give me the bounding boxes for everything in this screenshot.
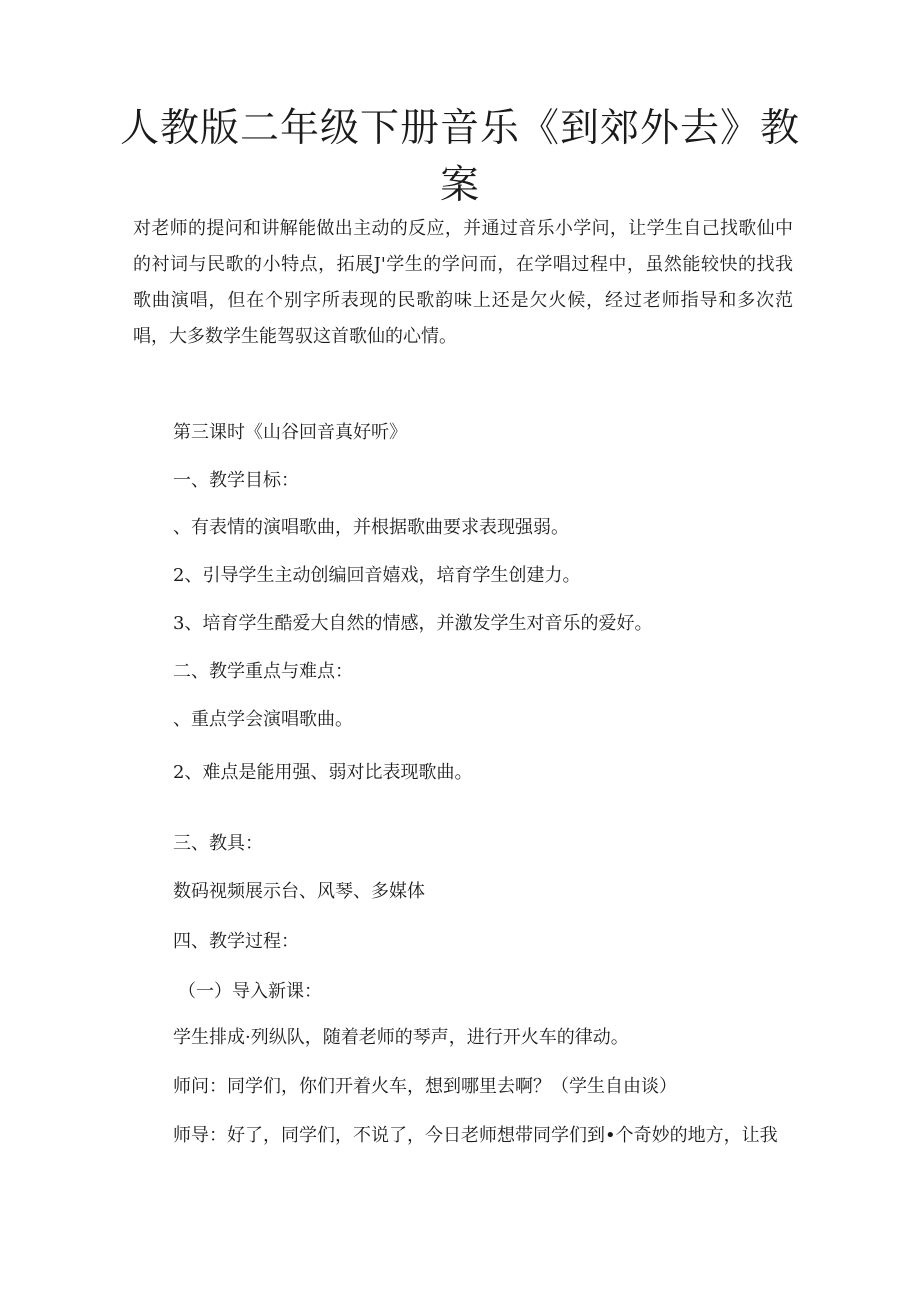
- objectives-heading: 一、教学目标：: [173, 470, 299, 491]
- tools-list: 数码视频展示台、风琴、多媒体: [173, 881, 425, 902]
- tools-heading: 三、教具：: [173, 833, 263, 854]
- process-text-2: 师问：同学们，你们开着火车，想到哪里去啊？（学生自由谈）: [173, 1076, 677, 1097]
- process-text-1: 学生排成·列纵队，随着老师的琴声，进行开火车的律动。: [173, 1027, 629, 1048]
- document-title: 人教版二年级下册音乐《到郊外去》教案: [120, 106, 801, 208]
- process-heading: 四、教学过程：: [173, 931, 299, 952]
- lesson-title: 第三课时《山谷回音真好听》: [173, 422, 407, 443]
- keypoint-item-1: 、重点学会演唱歌曲。: [173, 709, 353, 730]
- process-step-1: （一）导入新课：: [178, 981, 322, 1002]
- process-text-3: 师导：好了，同学们，不说了，今日老师想带同学们到•个奇妙的地方，让我: [173, 1125, 778, 1146]
- keypoints-heading: 二、教学重点与难点：: [173, 661, 353, 682]
- intro-paragraph: 对老师的提问和讲解能做出主动的反应，并通过音乐小学问，让学生自己找歌仙中的衬词与民歌的小特点，拓展J'学生的学问而，在学唱过程中，虽然能较快的找我歌曲演唱，但在个别字所表现的民歌韵味上还是欠火候，经过老师指导和多次范唱，大多数学生能驾驭这首歌仙的心情。: [133, 218, 793, 347]
- keypoint-item-2: 2、难点是能用强、弱对比表现歌曲。: [173, 762, 473, 783]
- objective-item-3: 3、培育学生酷爱大自然的情感，并激发学生对音乐的爱好。: [173, 613, 653, 634]
- objective-item-2: 2、引导学生主动创编回音嬉戏，培育学生创建力。: [173, 565, 581, 586]
- objective-item-1: 、有表情的演唱歌曲，并根据歌曲要求表现强弱。: [173, 517, 569, 538]
